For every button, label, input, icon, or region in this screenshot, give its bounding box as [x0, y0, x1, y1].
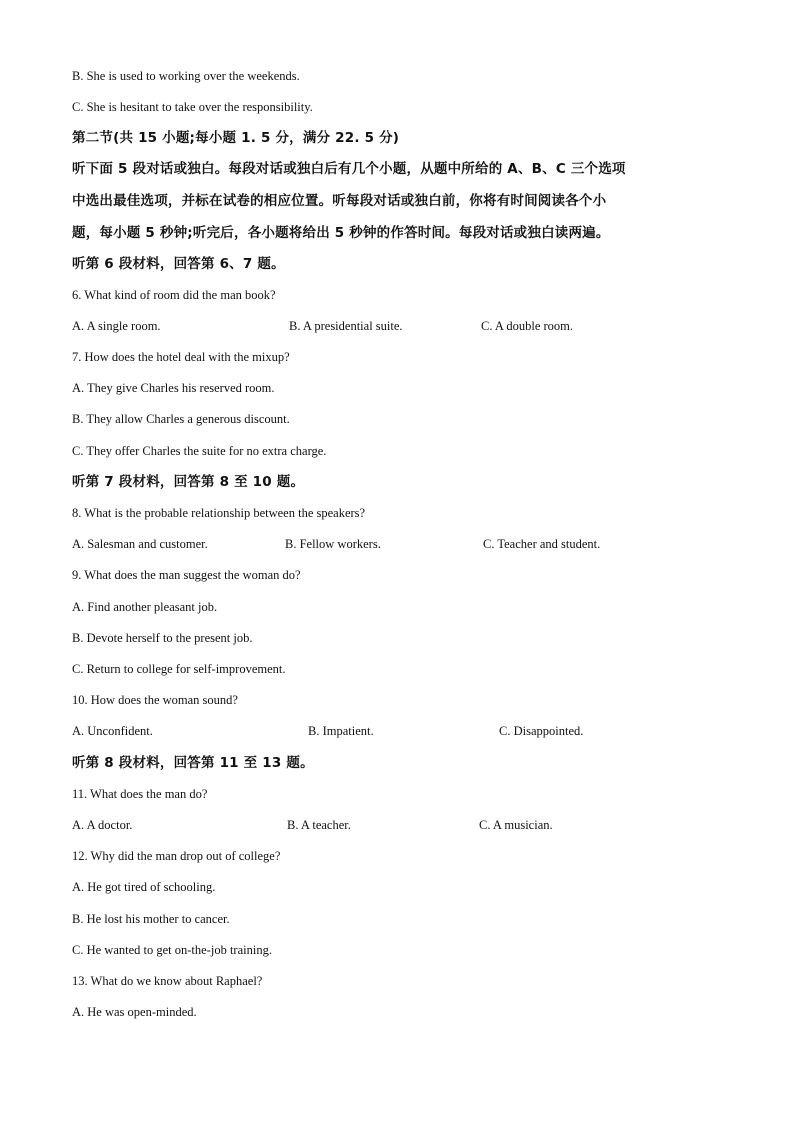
question-12: 12. Why did the man drop out of college?: [72, 849, 281, 863]
q10-option-a: A. Unconfident.: [72, 724, 153, 738]
q7-option-c: C. They offer Charles the suite for no extra charge.: [72, 444, 327, 458]
question-11-options: [72, 817, 722, 833]
q9-option-b: B. Devote herself to the present job.: [72, 631, 253, 645]
instructions-line-1: 听下面 5 段对话或独白。每段对话或独白后有几个小题，从题中所给的 A、B、C 三个选项: [72, 161, 626, 177]
material-8-heading: 听第 8 段材料，回答第 11 至 13 题。: [72, 755, 314, 771]
question-8: 8. What is the probable relationship between the speakers?: [72, 506, 366, 520]
q9-option-a: A. Find another pleasant job.: [72, 600, 218, 614]
q7-option-a: A. They give Charles his reserved room.: [72, 381, 275, 395]
q5-option-b: B. She is used to working over the weekends.: [72, 69, 300, 83]
q10-option-c: C. Disappointed.: [499, 724, 584, 738]
question-6: 6. What kind of room did the man book?: [72, 288, 276, 302]
q6-option-b: B. A presidential suite.: [289, 319, 403, 333]
question-7: 7. How does the hotel deal with the mixup?: [72, 350, 290, 364]
q5-option-c: C. She is hesitant to take over the responsibility.: [72, 100, 313, 114]
q8-option-a: A. Salesman and customer.: [72, 537, 208, 551]
q12-option-c: C. He wanted to get on-the-job training.: [72, 943, 272, 957]
q11-option-a: A. A doctor.: [72, 818, 133, 832]
instructions-line-2: 中选出最佳选项，并标在试卷的相应位置。听每段对话或独白前，你将有时间阅读各个小: [72, 193, 607, 209]
question-9: 9. What does the man suggest the woman do?: [72, 568, 301, 582]
question-13: 13. What do we know about Raphael?: [72, 974, 263, 988]
material-7-heading: 听第 7 段材料，回答第 8 至 10 题。: [72, 474, 305, 490]
q7-option-b: B. They allow Charles a generous discount.: [72, 412, 290, 426]
q6-option-c: C. A double room.: [481, 319, 574, 333]
q11-option-b: B. A teacher.: [287, 818, 351, 832]
question-10-options: [72, 723, 722, 739]
q13-option-a: A. He was open-minded.: [72, 1005, 197, 1019]
q11-option-c: C. A musician.: [479, 818, 553, 832]
material-6-heading: 听第 6 段材料，回答第 6、7 题。: [72, 256, 285, 272]
question-6-options: [72, 318, 722, 334]
q12-option-a: A. He got tired of schooling.: [72, 880, 216, 894]
q8-option-b: B. Fellow workers.: [285, 537, 381, 551]
q6-option-a: A. A single room.: [72, 319, 161, 333]
q12-option-b: B. He lost his mother to cancer.: [72, 912, 230, 926]
question-10: 10. How does the woman sound?: [72, 693, 238, 707]
instructions-line-3: 题，每小题 5 秒钟;听完后，各小题将给出 5 秒钟的作答时间。每段对话或独白读两遍。: [72, 225, 610, 241]
question-8-options: [72, 536, 722, 552]
q10-option-b: B. Impatient.: [308, 724, 374, 738]
q9-option-c: C. Return to college for self-improvement.: [72, 662, 286, 676]
q8-option-c: C. Teacher and student.: [483, 537, 601, 551]
section2-title: 第二节(共 15 小题;每小题 1. 5 分，满分 22. 5 分): [72, 130, 400, 146]
question-11: 11. What does the man do?: [72, 787, 208, 801]
